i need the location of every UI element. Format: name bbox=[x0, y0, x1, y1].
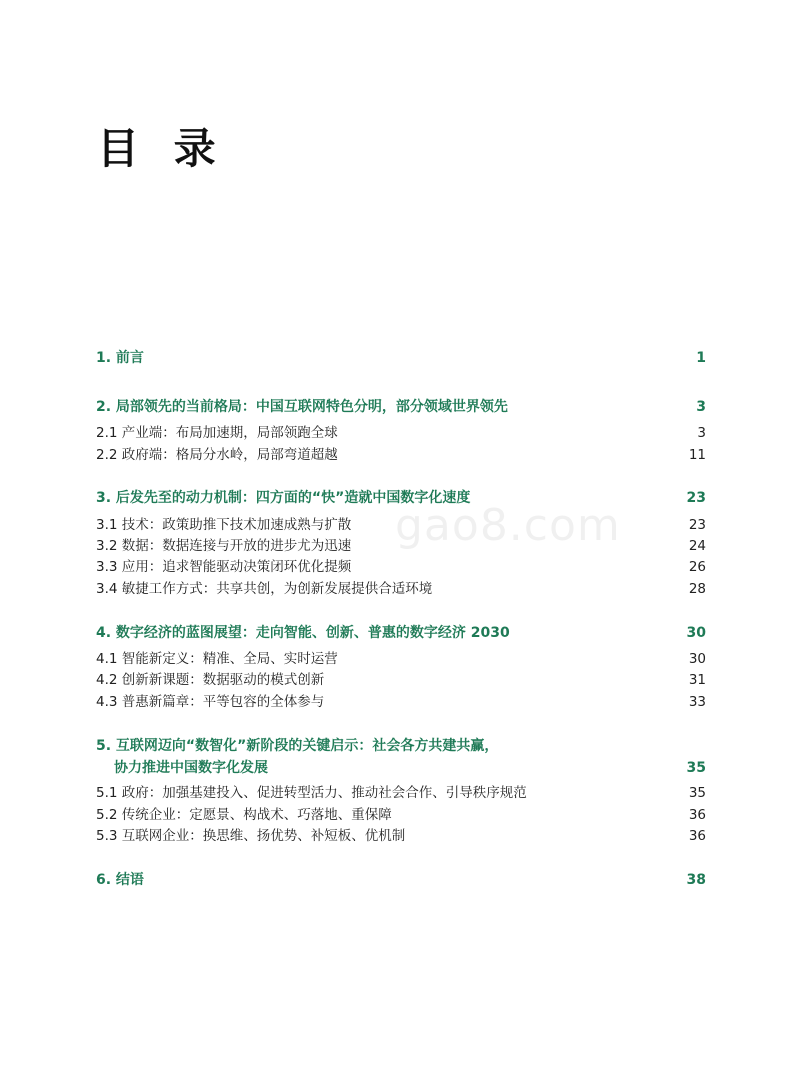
toc-entry-text: 2.1 产业端：布局加速期，局部领跑全球 bbox=[96, 425, 338, 441]
toc-page-number: 35 bbox=[686, 760, 706, 776]
toc-entry-text: 5.1 政府：加强基建投入、促进转型活力、推动社会合作、引导秩序规范 bbox=[96, 785, 527, 801]
toc-entry-text-line-1: 5. 互联网迈向“数智化”新阶段的关键启示：社会各方共建共赢， bbox=[96, 738, 499, 754]
toc-chapter-2[interactable] bbox=[96, 396, 706, 416]
toc-entry-text: 4.1 智能新定义：精准、全局、实时运营 bbox=[96, 651, 338, 667]
toc-page-number: 28 bbox=[688, 581, 706, 597]
toc-section-2-1[interactable] bbox=[96, 421, 706, 441]
toc-entry-text: 4.3 普惠新篇章：平等包容的全体参与 bbox=[96, 694, 325, 710]
toc-page-number: 33 bbox=[688, 694, 706, 710]
toc-chapter-6[interactable] bbox=[96, 869, 706, 889]
toc-chapter-4[interactable] bbox=[96, 622, 706, 642]
toc-page-number: 35 bbox=[688, 785, 706, 801]
toc-page-number: 24 bbox=[688, 538, 706, 554]
toc-entry-text: 2.2 政府端：格局分水岭，局部弯道超越 bbox=[96, 447, 338, 463]
toc-entry-text: 3.2 数据：数据连接与开放的进步尤为迅速 bbox=[96, 538, 352, 554]
toc-section-2-2[interactable] bbox=[96, 443, 706, 463]
toc-page-number: 30 bbox=[686, 625, 706, 641]
toc-section-4-1[interactable] bbox=[96, 647, 706, 667]
toc-page-number: 3 bbox=[697, 425, 706, 441]
toc-entry-text-line-2: 协力推进中国数字化发展 bbox=[114, 760, 268, 776]
toc-section-3-3[interactable] bbox=[96, 555, 706, 575]
toc-section-5-3[interactable] bbox=[96, 824, 706, 844]
toc-page-number: 36 bbox=[688, 828, 706, 844]
toc-section-5-1[interactable] bbox=[96, 781, 706, 801]
toc-entry-text: 4. 数字经济的蓝图展望：走向智能、创新、普惠的数字经济 2030 bbox=[96, 625, 510, 641]
watermark: gao8.com bbox=[395, 500, 621, 551]
toc-page-number: 30 bbox=[688, 651, 706, 667]
toc-section-4-3[interactable] bbox=[96, 690, 706, 710]
toc-page-number: 3 bbox=[696, 399, 706, 415]
toc-page-number: 36 bbox=[688, 807, 706, 823]
toc-page-number: 31 bbox=[688, 672, 706, 688]
toc-page-number: 38 bbox=[686, 872, 706, 888]
toc-chapter-5[interactable] bbox=[96, 735, 706, 779]
toc-entry-text: 5.2 传统企业：定愿景、构战术、巧落地、重保障 bbox=[96, 807, 392, 823]
toc-entry-text: 5.3 互联网企业：换思维、扬优势、补短板、优机制 bbox=[96, 828, 406, 844]
toc-section-5-2[interactable] bbox=[96, 803, 706, 823]
toc-page-number: 23 bbox=[688, 517, 706, 533]
toc-entry-text: 3.3 应用：追求智能驱动决策闭环优化提频 bbox=[96, 559, 352, 575]
toc-page-number: 1 bbox=[696, 350, 706, 366]
toc-page-number: 11 bbox=[688, 447, 706, 463]
page-title: 目 录 bbox=[97, 124, 226, 173]
toc-chapter-1[interactable] bbox=[96, 347, 706, 367]
toc-section-3-1[interactable] bbox=[96, 513, 706, 533]
toc-entry-text: 1. 前言 bbox=[96, 350, 144, 366]
toc-section-3-2[interactable] bbox=[96, 534, 706, 554]
toc-chapter-3[interactable] bbox=[96, 487, 706, 507]
toc-entry-text: 3. 后发先至的动力机制：四方面的“快”造就中国数字化速度 bbox=[96, 490, 471, 506]
toc-entry-text: 3.1 技术：政策助推下技术加速成熟与扩散 bbox=[96, 517, 352, 533]
toc-page-number: 26 bbox=[688, 559, 706, 575]
toc-entry-text: 3.4 敏捷工作方式：共享共创，为创新发展提供合适环境 bbox=[96, 581, 433, 597]
toc-entry-text: 6. 结语 bbox=[96, 872, 144, 888]
toc-section-3-4[interactable] bbox=[96, 577, 706, 597]
toc-page-number: 23 bbox=[686, 490, 706, 506]
toc-entry-text bbox=[96, 735, 498, 779]
toc-section-4-2[interactable] bbox=[96, 668, 706, 688]
toc-entry-text: 2. 局部领先的当前格局：中国互联网特色分明，部分领域世界领先 bbox=[96, 399, 508, 415]
toc-entry-text: 4.2 创新新课题：数据驱动的模式创新 bbox=[96, 672, 325, 688]
